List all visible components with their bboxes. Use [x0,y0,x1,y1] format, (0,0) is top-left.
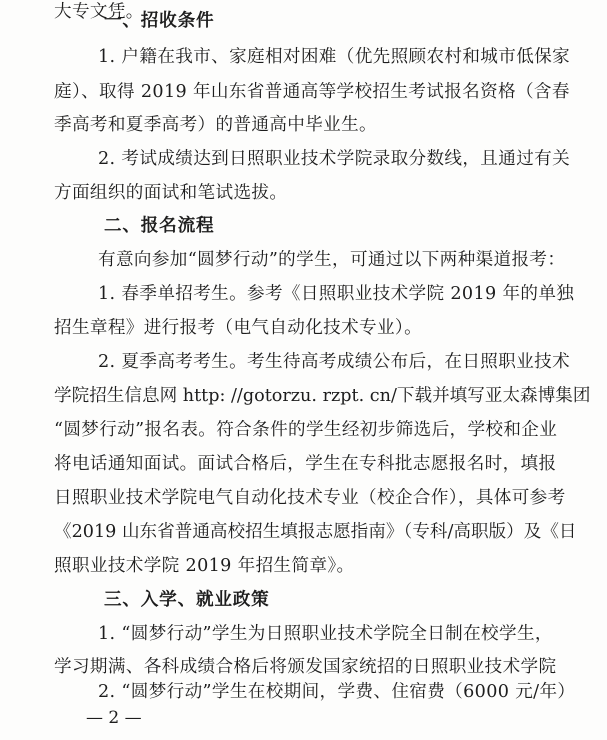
text-line: 季高考和夏季高考）的普通高中毕业生。 [54,115,377,135]
section-heading-1: 一、招收条件 [104,11,215,31]
text-line: 照职业技术学院 2019 年招生简章》。 [54,556,355,576]
text-line: 1. 户籍在我市、家庭相对困难（优先照顾农村和城市低保家 [98,47,571,67]
text-line: 方面组织的面试和笔试选拔。 [54,183,288,203]
page-number: — 2 — [86,708,142,728]
text-line: “圆梦行动”报名表。符合条件的学生经初步筛选后，学校和企业 [54,420,558,440]
text-line: 有意向参加“圆梦行动”的学生，可通过以下两种渠道报考： [98,250,566,270]
text-line: 学习期满、各科成绩合格后将颁发国家统招的日照职业技术学院 [54,657,557,677]
text-line: 大专文凭。 [54,2,144,22]
text-line: 招生章程》进行报考（电气自动化技术专业）。 [54,318,423,338]
text-line: 1. “圆梦行动”学生为日照职业技术学院全日制在校学生， [98,624,553,644]
section-heading-3: 三、入学、就业政策 [104,590,270,610]
text-line: 将电话通知面试。面试合格后，学生在专科批志愿报名时，填报 [54,454,557,474]
text-line: 2. “圆梦行动”学生在校期间，学费、住宿费（6000 元/年） [98,682,576,702]
text-line: 日照职业技术学院电气自动化技术专业（校企合作），具体可参考 [54,488,566,508]
text-line: 1. 春季单招考生。参考《日照职业技术学院 2019 年的单独 [98,284,575,304]
text-line: 《2019 山东省普通高校招生填报志愿指南》（专科/高职版）及《日 [54,522,577,542]
text-line: 学院招生信息网 http: //gotorzu. rzpt. cn/下载并填写亚太森博集团 [54,386,591,406]
text-line: 2. 考试成绩达到日照职业技术学院录取分数线，且通过有关 [98,149,571,169]
text-line: 2. 夏季高考考生。考生待高考成绩公布后，在日照职业技术 [98,352,571,372]
section-heading-2: 二、报名流程 [104,216,215,236]
text-line: 庭）、取得 2019 年山东省普通高等学校招生考试报名资格（含春 [54,82,570,102]
